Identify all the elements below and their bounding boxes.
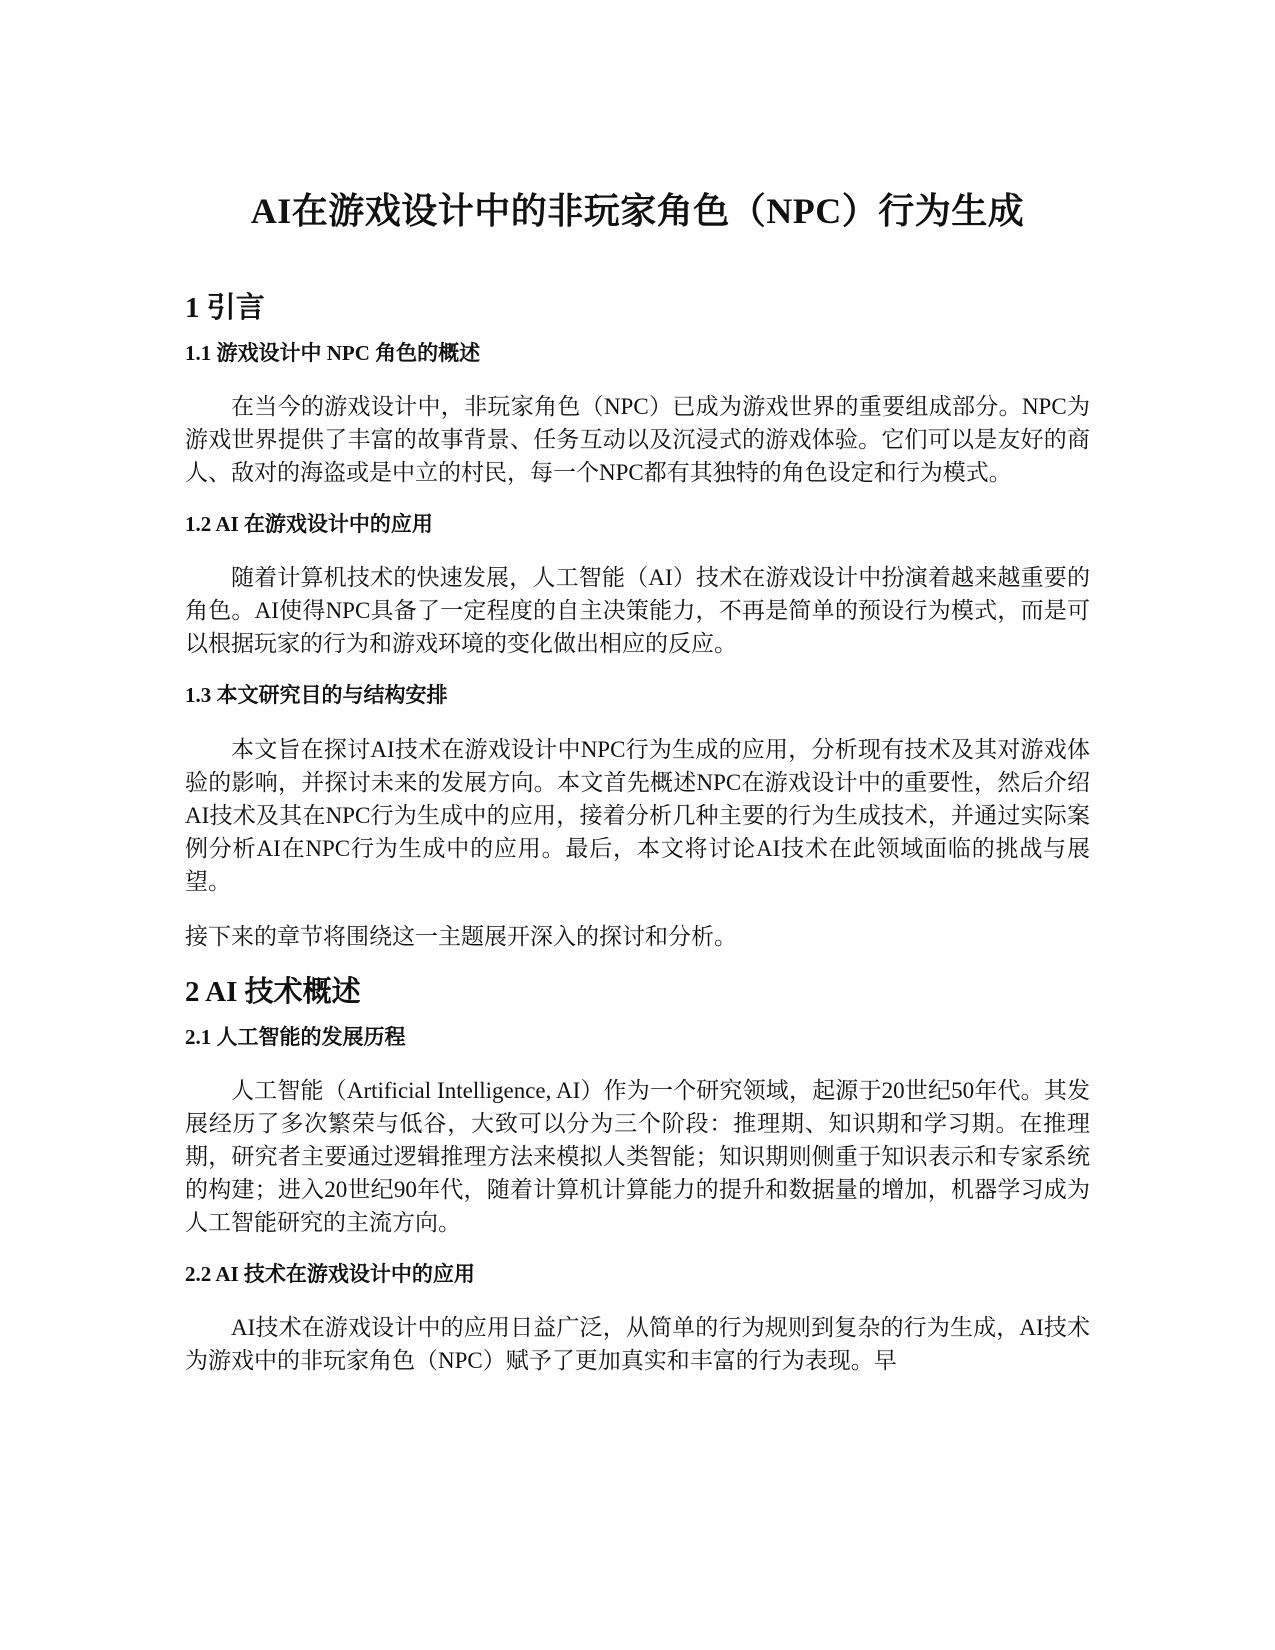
section-1 xyxy=(185,291,1090,953)
paragraph: 人工智能（Artificial Intelligence, AI）作为一个研究领域，起源于20世纪50年代。其发展经历了多次繁荣与低谷，大致可以分为三个阶段：推理期、知识期和学习期。在推理期，研究者主要通过逻辑推理方法来模拟人类智能；知识期则侧重于知识表示和专家系统的构建；进入20世纪90年代，随着计算机计算能力的提升和数据量的增加，机器学习成为人工智能研究的主流方向。 xyxy=(185,1077,1090,1235)
subsection-heading: 1.2 AI 在游戏设计中的应用 xyxy=(185,512,433,537)
subsection-heading: 1.1 游戏设计中 NPC 角色的概述 xyxy=(185,340,481,365)
section-2 xyxy=(185,975,1090,1377)
paragraph: 本文旨在探讨AI技术在游戏设计中NPC行为生成的应用，分析现有技术及其对游戏体验的影响，并探讨未来的发展方向。本文首先概述NPC在游戏设计中的重要性，然后介绍AI技术及其在NPC行为生成中的应用，接着分析几种主要的行为生成技术，并通过实际案例分析AI在NPC行为生成中的应用。最后，本文将讨论AI技术在此领域面临的挑战与展望。 xyxy=(185,736,1090,894)
paragraph: 随着计算机技术的快速发展，人工智能（AI）技术在游戏设计中扮演着越来越重要的角色。AI使得NPC具备了一定程度的自主决策能力，不再是简单的预设行为模式，而是可以根据玩家的行为和游戏环境的变化做出相应的反应。 xyxy=(185,565,1090,657)
section-heading: 2 AI 技术概述 xyxy=(185,975,361,1008)
document-page xyxy=(185,190,1090,1399)
section-heading: 1 引言 xyxy=(185,292,265,325)
subsection-heading: 2.1 人工智能的发展历程 xyxy=(185,1024,406,1049)
paragraph: 在当今的游戏设计中，非玩家角色（NPC）已成为游戏世界的重要组成部分。NPC为游戏世界提供了丰富的故事背景、任务互动以及沉浸式的游戏体验。它们可以是友好的商人、敌对的海盗或是中立的村民，每一个NPC都有其独特的角色设定和行为模式。 xyxy=(185,394,1090,486)
subsection-heading: 1.3 本文研究目的与结构安排 xyxy=(185,683,448,708)
paragraph: AI技术在游戏设计中的应用日益广泛，从简单的行为规则到复杂的行为生成，AI技术为游戏中的非玩家角色（NPC）赋予了更加真实和丰富的行为表现。早 xyxy=(185,1315,1090,1374)
document-title: AI在游戏设计中的非玩家角色（NPC）行为生成 xyxy=(250,191,1025,231)
paragraph: 接下来的章节将围绕这一主题展开深入的探讨和分析。 xyxy=(185,923,737,949)
subsection-heading: 2.2 AI 技术在游戏设计中的应用 xyxy=(185,1261,475,1286)
